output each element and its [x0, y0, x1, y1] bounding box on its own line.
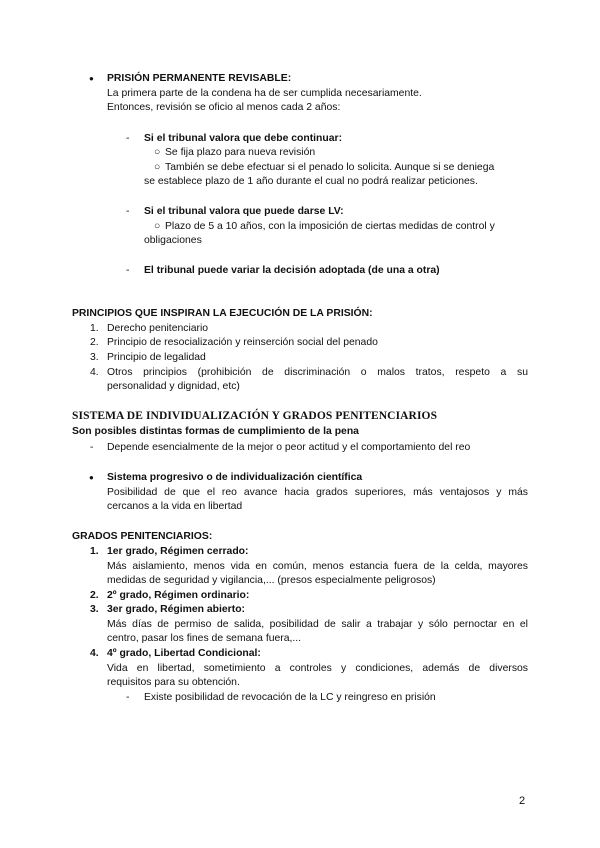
dash-marker: -: [90, 442, 94, 453]
list-item-continuation: se establece plazo de 1 año durante el cual no podrá realizar peticiones.: [144, 176, 478, 187]
list-number: 2.: [90, 337, 99, 348]
bullet-icon: ●: [89, 473, 94, 482]
circle-bullet-icon: ○: [154, 162, 161, 173]
paragraph-line: Más aislamiento, menos vida en común, menos estancia fuera de la celda, mayores: [107, 561, 528, 572]
grado-title: 4º grado, Libertad Condicional:: [107, 648, 261, 659]
paragraph-line: cercanos a la vida en libertad: [107, 501, 243, 512]
paragraph-line: requisitos para su obtención.: [107, 677, 240, 688]
list-number: 2.: [90, 590, 99, 601]
list-item-continuation: personalidad y dignidad, etc): [107, 381, 240, 392]
list-number: 4.: [90, 648, 99, 659]
list-number: 1.: [90, 546, 99, 557]
paragraph-line: Entonces, revisión se oficio al menos cada 2 años:: [107, 102, 341, 113]
section-title-sistema: SISTEMA DE INDIVIDUALIZACIÓN Y GRADOS PENITENCIARIOS: [72, 410, 438, 422]
page-number: 2: [519, 795, 526, 807]
list-number: 4.: [90, 367, 99, 378]
list-number: 3.: [90, 352, 99, 363]
paragraph-line: Más días de permiso de salida, posibilidad de salir a trabajar y sólo pernoctar en el: [107, 619, 528, 630]
list-item: También se debe efectuar si el penado lo solicita. Aunque si se deniega: [165, 162, 495, 173]
paragraph-line: medidas de seguridad y vigilancia,... (presos especialmente peligrosos): [107, 575, 436, 586]
list-item: Principio de legalidad: [107, 352, 206, 363]
section-title-grados: GRADOS PENITENCIARIOS:: [72, 531, 213, 542]
list-item: Existe posibilidad de revocación de la LC y reingreso en prisión: [144, 692, 436, 703]
grado-title: 2º grado, Régimen ordinario:: [107, 590, 250, 601]
list-item: Se fija plazo para nueva revisión: [165, 147, 316, 158]
subsection-title: Si el tribunal valora que puede darse LV:: [144, 206, 344, 217]
paragraph-line: centro, pasar los fines de semana fuera,...: [107, 633, 302, 644]
list-item-continuation: obligaciones: [144, 235, 202, 246]
subsection-title: Sistema progresivo o de individualización científica: [107, 472, 363, 483]
list-item: Otros principios (prohibición de discriminación o malos tratos, respeto a su: [107, 367, 528, 378]
dash-marker: -: [126, 265, 130, 276]
circle-bullet-icon: ○: [154, 147, 161, 158]
dash-marker: -: [126, 206, 130, 217]
section-title-permanente: PRISIÓN PERMANENTE REVISABLE:: [107, 73, 292, 84]
section-title-principios: PRINCIPIOS QUE INSPIRAN LA EJECUCIÓN DE LA PRISIÓN:: [72, 308, 373, 319]
dash-marker: -: [126, 133, 130, 144]
list-item: Derecho penitenciario: [107, 323, 209, 334]
circle-bullet-icon: ○: [154, 221, 161, 232]
list-item: Plazo de 5 a 10 años, con la imposición de ciertas medidas de control y: [165, 221, 495, 232]
paragraph-line: La primera parte de la condena ha de ser cumplida necesariamente.: [107, 88, 422, 99]
grado-title: 1er grado, Régimen cerrado:: [107, 546, 249, 557]
list-number: 1.: [90, 323, 99, 334]
paragraph-line: Posibilidad de que el reo avance hacia grados superiores, más ventajosos y más: [107, 487, 528, 498]
list-number: 3.: [90, 604, 99, 615]
grado-title: 3er grado, Régimen abierto:: [107, 604, 245, 615]
list-item: Depende esencialmente de la mejor o peor actitud y el comportamiento del reo: [107, 442, 471, 453]
section-subtitle: Son posibles distintas formas de cumplimiento de la pena: [72, 426, 359, 437]
dash-marker: -: [126, 692, 130, 703]
paragraph-line: Vida en libertad, sometimiento a controles y condiciones, además de diversos: [107, 663, 528, 674]
subsection-title: El tribunal puede variar la decisión adoptada (de una a otra): [144, 265, 440, 276]
bullet-icon: ●: [89, 74, 94, 83]
subsection-title: Si el tribunal valora que debe continuar:: [144, 133, 343, 144]
list-item: Principio de resocialización y reinserción social del penado: [107, 337, 378, 348]
